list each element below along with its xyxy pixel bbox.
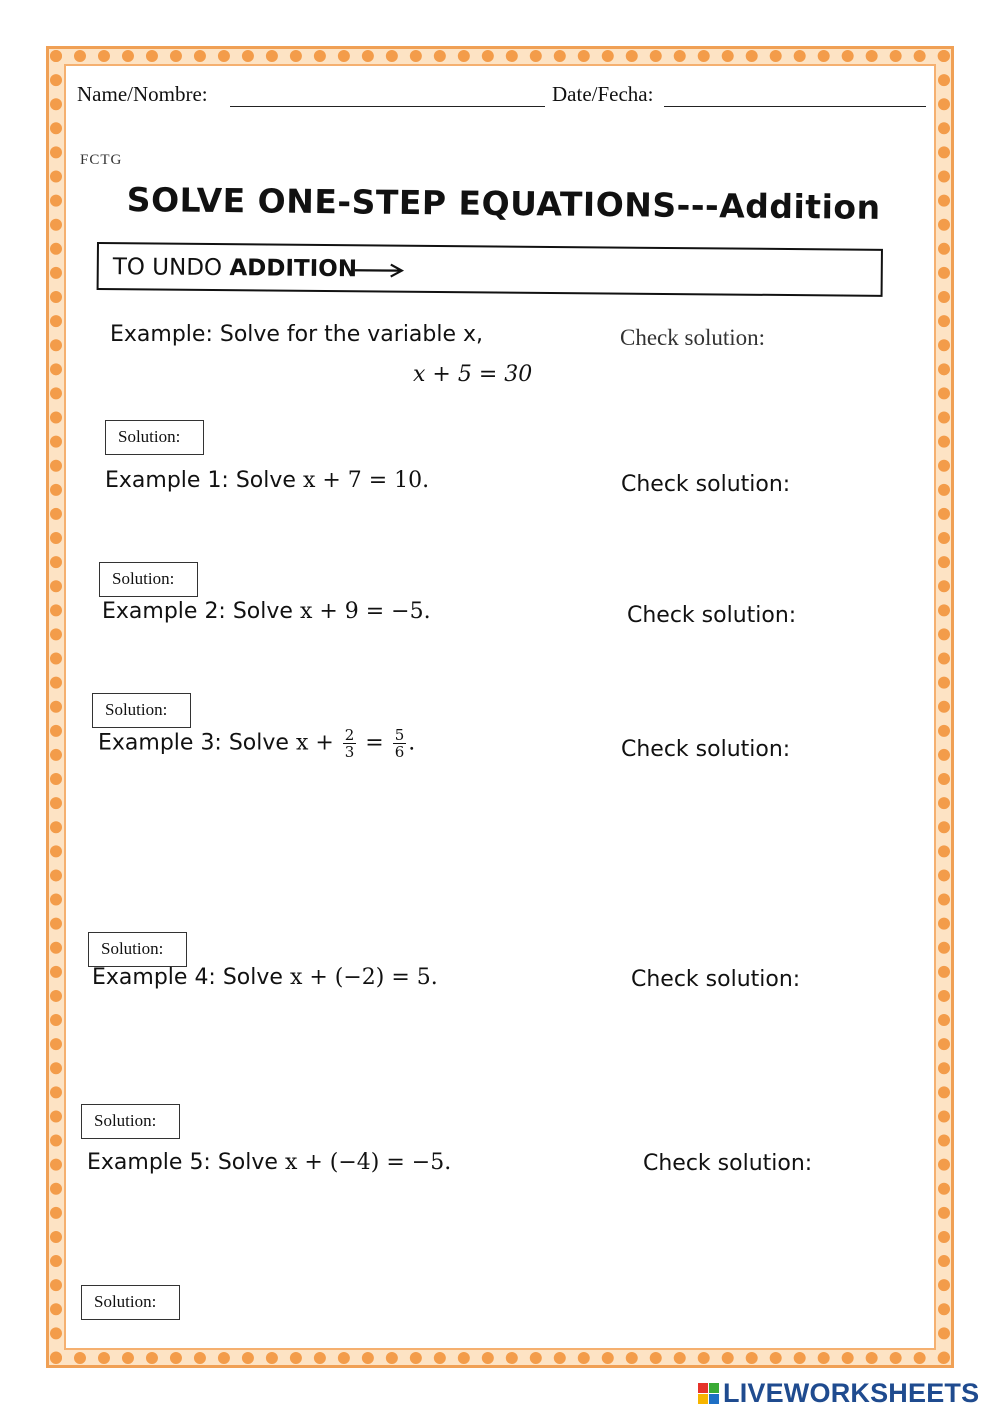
fraction-1-numerator: 2: [344, 726, 355, 744]
example-5: [87, 1150, 451, 1175]
example-5-equation: x + (−4) = −5.: [284, 1150, 452, 1175]
intro-example-text: Example: Solve for the variable x,: [110, 322, 484, 347]
example-4-label: Example 4: Solve: [92, 965, 290, 990]
example-5-check-label: Check solution:: [643, 1151, 813, 1176]
solution-box-1[interactable]: Solution:: [99, 562, 198, 597]
example-3-end: .: [408, 730, 416, 756]
name-label: Name/Nombre:: [77, 82, 208, 106]
liveworksheets-logo-text: LIVEWORKSHEETS: [723, 1378, 980, 1408]
date-field[interactable]: [664, 106, 926, 107]
fraction-five-sixths: [393, 727, 407, 760]
liveworksheets-logo[interactable]: [698, 1378, 979, 1408]
intro-equation-text: x + 5 = 30: [413, 362, 533, 387]
example-1-label: Example 1: Solve: [105, 468, 303, 493]
intro-check-label: Check solution:: [620, 325, 766, 350]
example-1: [105, 468, 429, 493]
example-1-equation: x + 7 = 10.: [302, 468, 430, 493]
arrow-right-icon: [355, 263, 405, 277]
undo-prefix: TO UNDO: [112, 254, 230, 282]
example-4-equation: x + (−2) = 5.: [289, 965, 438, 990]
example-4-check-label: Check solution:: [631, 967, 801, 992]
undo-rule-box: [97, 242, 883, 297]
fraction-two-thirds: [343, 727, 357, 760]
solution-box-0[interactable]: Solution:: [105, 420, 204, 455]
example-2-label: Example 2: Solve: [102, 599, 300, 624]
solution-box-2[interactable]: Solution:: [92, 693, 191, 728]
liveworksheets-logo-icon: [698, 1383, 720, 1405]
worksheet-code: FCTG: [80, 152, 123, 168]
solution-box-4[interactable]: Solution:: [81, 1104, 180, 1139]
intro-example-equation: [413, 362, 532, 387]
example-3-equation-pre: x +: [295, 730, 341, 756]
fraction-2-numerator: 5: [394, 726, 405, 744]
page-title: SOLVE ONE-STEP EQUATIONS---Addition: [126, 180, 881, 227]
solution-box-5[interactable]: Solution:: [81, 1285, 180, 1320]
example-3-label: Example 3: Solve: [98, 730, 296, 756]
example-5-label: Example 5: Solve: [87, 1150, 285, 1175]
example-3-equals: =: [358, 730, 391, 756]
example-2-check-label: Check solution:: [627, 603, 797, 628]
date-label: Date/Fecha:: [552, 82, 654, 106]
example-3-check-label: Check solution:: [621, 737, 791, 762]
fraction-1-denominator: 3: [344, 743, 355, 761]
example-1-check-label: Check solution:: [621, 472, 791, 497]
example-4: [92, 965, 438, 990]
name-field[interactable]: [230, 106, 545, 107]
undo-bold: ADDITION: [229, 255, 358, 283]
example-2: [102, 599, 431, 624]
fraction-2-denominator: 6: [394, 743, 405, 761]
example-3: [98, 727, 415, 760]
example-2-equation: x + 9 = −5.: [299, 599, 431, 624]
undo-rule-text: [113, 254, 405, 283]
solution-box-3[interactable]: Solution:: [88, 932, 187, 967]
